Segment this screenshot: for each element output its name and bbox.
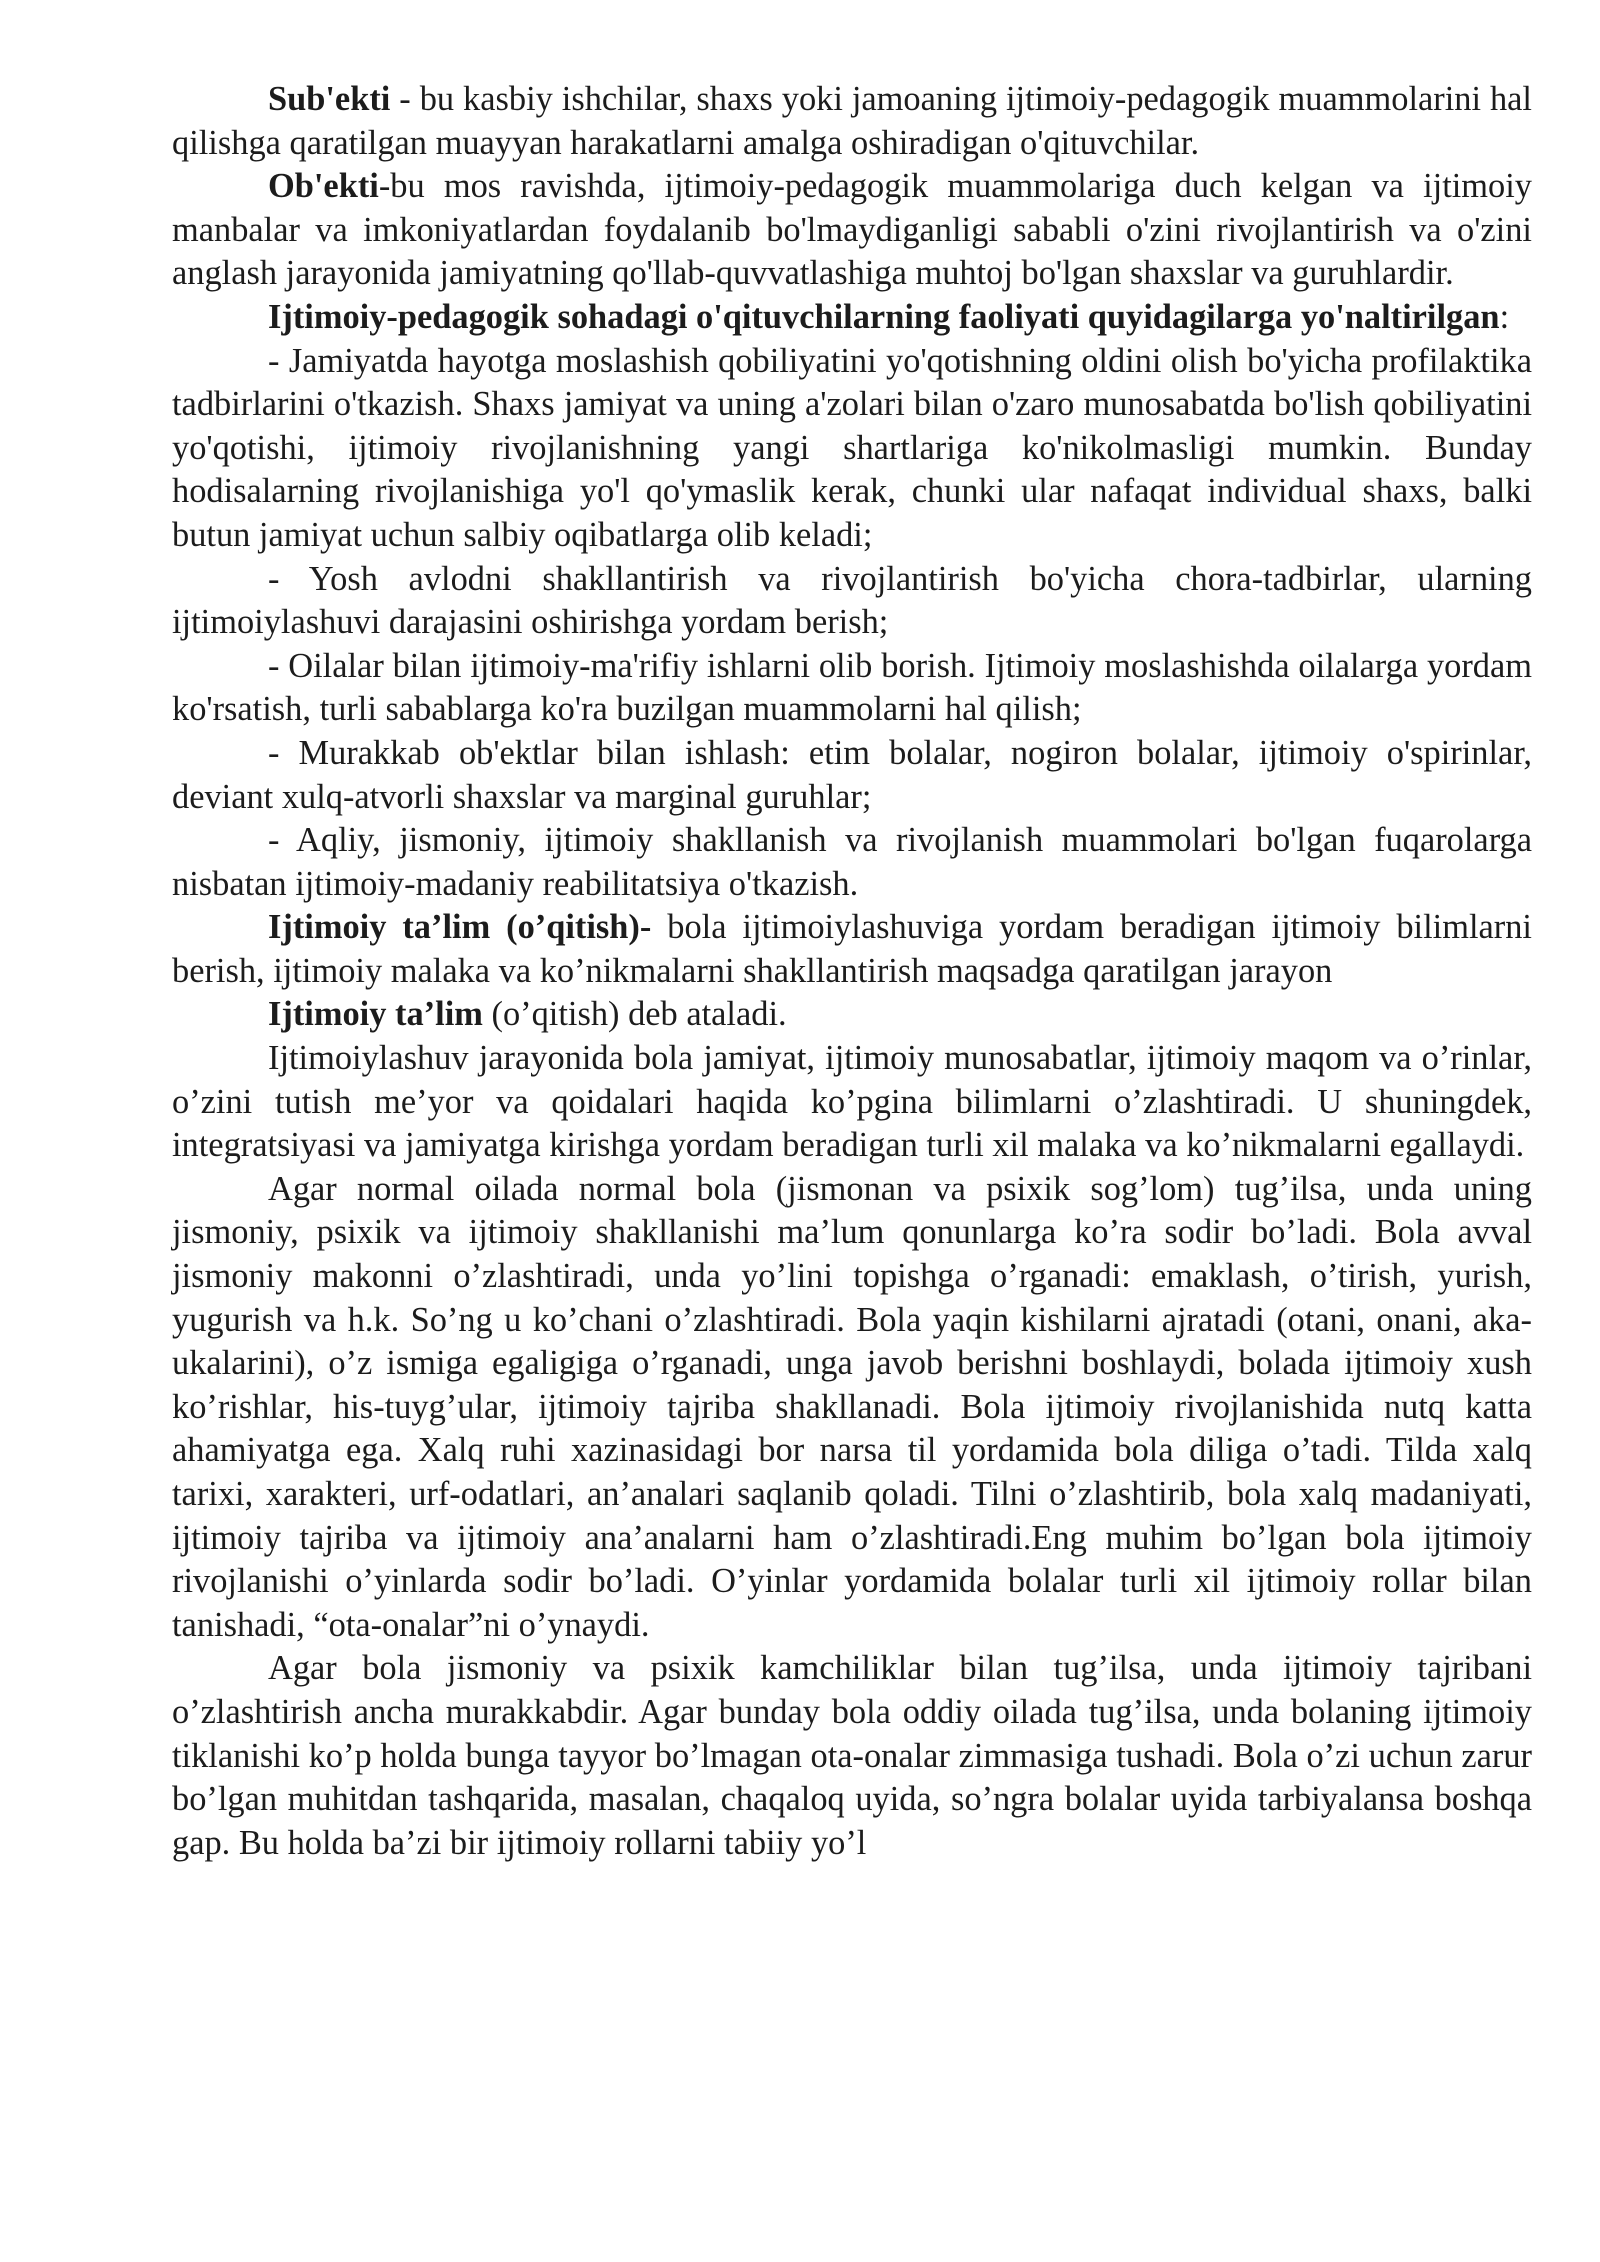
term-social-education: Ijtimoiy ta’lim (o’qitish)- (268, 908, 652, 947)
list-item-rehabilitation (172, 819, 1532, 906)
paragraph-subject-definition (172, 78, 1532, 165)
list-item-youth (172, 558, 1532, 645)
term-social-education: Ijtimoiy ta’lim (268, 995, 483, 1034)
term-subekti: Sub'ekti (268, 80, 391, 118)
term-obekti: Ob'ekti (268, 167, 379, 206)
paragraph-social-education-name (172, 993, 1532, 1037)
paragraph-text: bola ijtimoiylashuviga yordam beradigan ijtimoiy bilimlarni berish, ijtimoiy malaka va ko’nikmalarni shakllantirish maqsadga qaratilgan jarayon (172, 908, 1532, 990)
activity-heading: Ijtimoiy-pedagogik sohadagi o'qituvchilarning faoliyati quyidagilarga yo'naltirilgan (268, 297, 1500, 336)
paragraph-text: Ijtimoiylashuv jarayonida bola jamiyat, ijtimoiy munosabatlar, ijtimoiy maqom va o’rinlar, o’zini tutish me’yor va qoidalari haqida ko’pgina bilimlarni o’zlashtiradi. U shuningdek, integratsiyasi va jamiyatga kirishga yordam beradigan turli xil malaka va ko’nikmalarni egallaydi. (172, 1039, 1532, 1165)
paragraph-social-education-definition (172, 906, 1532, 993)
paragraph-normal-child (172, 1168, 1532, 1648)
list-item-complex-objects (172, 732, 1532, 819)
paragraph-text: - Murakkab ob'ektlar bilan ishlash: etim bolalar, nogiron bolalar, ijtimoiy o'spirinlar, deviant xulq-atvorli shaxslar va marginal guruhlar; (172, 733, 1532, 816)
paragraph-object-definition (172, 165, 1532, 296)
document-page (172, 78, 1532, 1865)
paragraph-text: (o’qitish) deb ataladi. (482, 995, 787, 1034)
paragraph-text: -bu mos ravishda, ijtimoiy-pedagogik muammolariga duch kelgan va ijtimoiy manbalar va imkoniyatlardan foydalanib bo'lmaydiganligi sababli o'zini rivojlantirish va o'zini anglash jarayonida jamiyatning qo'llab-quvvatlashiga muhtoj bo'lgan shaxslar va guruhlardir. (172, 167, 1532, 293)
paragraph-socialization (172, 1037, 1532, 1168)
paragraph-text: - Yosh avlodni shakllantirish va rivojlantirish bo'yicha chora-tadbirlar, ularning ijtimoiylashuvi darajasini oshirishga yordam berish; (172, 559, 1532, 642)
paragraph-text: Agar bola jismoniy va psixik kamchiliklar bilan tug’ilsa, unda ijtimoiy tajribani o’zlashtirish ancha murakkabdir. Agar bunday bola oddiy oilada tug’ilsa, unda bolaning ijtimoiy tiklanishi ko’p holda bunga tayyor bo’lmagan ota-onalar zimmasiga tushadi. Bola o’zi uchun zarur bo’lgan muhitdan tashqarida, masalan, chaqaloq uyida, so’ngra bolalar uyida tarbiyalansa boshqa gap. Bu holda ba’zi bir ijtimoiy rollarni tabiiy yo’l (172, 1649, 1532, 1862)
paragraph-child-with-disabilities (172, 1647, 1532, 1865)
paragraph-text: - Jamiyatda hayotga moslashish qobiliyatini yo'qotishning oldini olish bo'yicha profilaktika tadbirlarini o'tkazish. Shaxs jamiyat va uning a'zolari bilan o'zaro munosabatda bo'lish qobiliyatini yo'qotishi, ijtimoiy rivojlanishning yangi shartlariga ko'nikolmasligi mumkin. Bunday hodisalarning rivojlanishiga yo'l qo'ymaslik kerak, chunki ular nafaqat individual shaxs, balki butun jamiyat uchun salbiy oqibatlarga olib keladi; (172, 341, 1532, 554)
paragraph-activity-heading (172, 296, 1532, 340)
list-item-prevention (172, 340, 1532, 558)
paragraph-text: - bu kasbiy ishchilar, shaxs yoki jamoaning ijtimoiy-pedagogik muammolarini hal qilishga qaratilgan muayyan harakatlarni amalga oshiradigan o'qituvchilar. (172, 80, 1532, 162)
list-item-families (172, 645, 1532, 732)
paragraph-text: - Aqliy, jismoniy, ijtimoiy shakllanish va rivojlanish muammolari bo'lgan fuqarolarga nisbatan ijtimoiy-madaniy reabilitatsiya o'tkazish. (172, 821, 1532, 903)
paragraph-text: Agar normal oilada normal bola (jismonan va psixik sog’lom) tug’ilsa, unda uning jismoniy, psixik va ijtimoiy shakllanishi ma’lum qonunlarga ko’ra sodir bo’ladi. Bola avval jismoniy makonni o’zlashtiradi, unda yo’lini topishga o’rganadi: emaklash, o’tirish, yurish, yugurish va h.k. So’ng u ko’chani o’zlashtiradi. Bola yaqin kishilarni ajratadi (otani, onani, aka-ukalarini), o’z ismiga egaligiga o’rganadi, unga javob berishni boshlaydi, bolada ijtimoiy xush ko’rishlar, his-tuyg’ular, ijtimoiy tajriba shakllanadi. Bola ijtimoiy rivojlanishida nutq katta ahamiyatga ega. Xalq ruhi xazinasidagi bor narsa til yordamida bola diliga o’tadi. Tilda xalq tarixi, xarakteri, urf-odatlari, an’analari saqlanib qoladi. Tilni o’zlashtirib, bola xalq madaniyati, ijtimoiy tajriba va ijtimoiy ana’analarni ham o’zlashtiradi.Eng muhim bo’lgan bola ijtimoiy rivojlanishi o’yinlarda sodir bo’ladi. O’yinlar yordamida bolalar turli xil ijtimoiy rollar bilan tanishadi, “ota-onalar”ni o’ynaydi. (172, 1169, 1532, 1644)
paragraph-text: - Oilalar bilan ijtimoiy-ma'rifiy ishlarni olib borish. Ijtimoiy moslashishda oilalarga yordam ko'rsatish, turli sabablarga ko'ra buzilgan muammolarni hal qilish; (172, 646, 1532, 729)
paragraph-text: : (1499, 297, 1510, 336)
